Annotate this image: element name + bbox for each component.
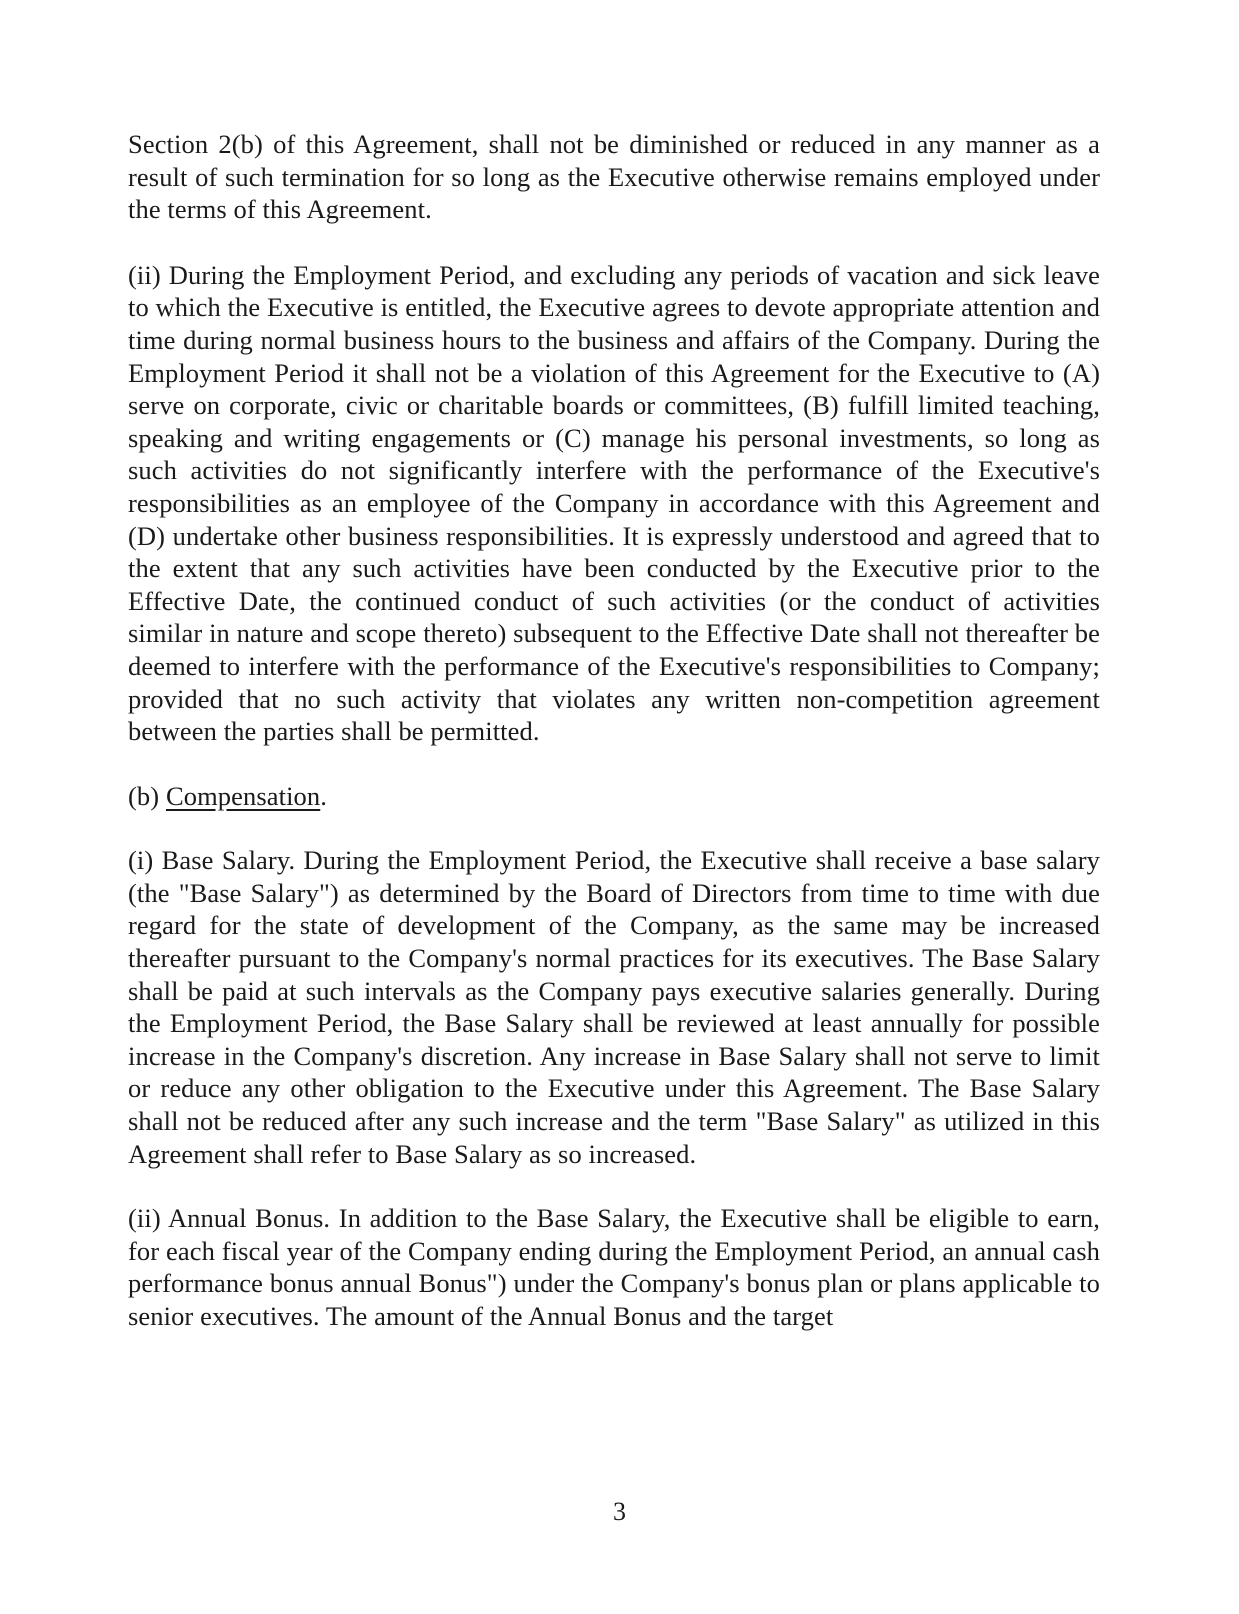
compensation-heading-suffix: . [320, 780, 327, 811]
paragraph-section-2b-continuation: Section 2(b) of this Agreement, shall not be diminished or reduced in any manner as a result of such termination for so long as the Executive otherwise remains employed under the terms of this Agreement. [128, 129, 1100, 225]
page-number: 3 [613, 1497, 626, 1526]
paragraph-annual-bonus: (ii) Annual Bonus. In addition to the Base Salary, the Executive shall be eligible to earn, for each fiscal year of the Company ending during the Employment Period, an annual cash performance bonus annual Bonus") under the Company's bonus plan or plans applicable to senior executives. The amount of the Annual Bonus and the target [128, 1203, 1100, 1331]
paragraph-employment-duties: (ii) During the Employment Period, and excluding any periods of vacation and sick leave to which the Executive is entitled, the Executive agrees to devote appropriate attention and time during normal business hours to the business and affairs of the Company. During the Employment Period it shall not be a violation of this Agreement for the Executive to (A) serve on corporate, civic or charitable boards or committees, (B) fulfill limited teaching, speaking and writing engagements or (C) manage his personal investments, so long as such activities do not significantly interfere with the performance of the Executive's responsibilities as an employee of the Company in accordance with this Agreement and (D) undertake other business responsibilities. It is expressly understood and agreed that to the extent that any such activities have been conducted by the Executive prior to the Effective Date, the continued conduct of such activities (or the conduct of activities similar in nature and scope thereto) subsequent to the Effective Date shall not thereafter be deemed to interfere with the performance of the Executive's responsibilities to Company; provided that no such activity that violates any written non-competition agreement between the parties shall be permitted. [128, 259, 1100, 747]
compensation-heading [128, 780, 1100, 813]
document-body [128, 128, 1100, 1365]
compensation-heading-prefix: (b) [128, 780, 166, 811]
compensation-heading-title: Compensation [165, 780, 321, 811]
paragraph-base-salary: (i) Base Salary. During the Employment Period, the Executive shall receive a base salary (the "Base Salary") as determined by the Board of Directors from time to time with due regard for the state of development of the Company, as the same may be increased thereafter pursuant to the Company's normal practices for its executives. The Base Salary shall be paid at such intervals as the Company pays executive salaries generally. During the Employment Period, the Base Salary shall be reviewed at least annually for possible increase in the Company's discretion. Any increase in Base Salary shall not serve to limit or reduce any other obligation to the Executive under this Agreement. The Base Salary shall not be reduced after any such increase and the term "Base Salary" as utilized in this Agreement shall refer to Base Salary as so increased. [128, 845, 1100, 1169]
